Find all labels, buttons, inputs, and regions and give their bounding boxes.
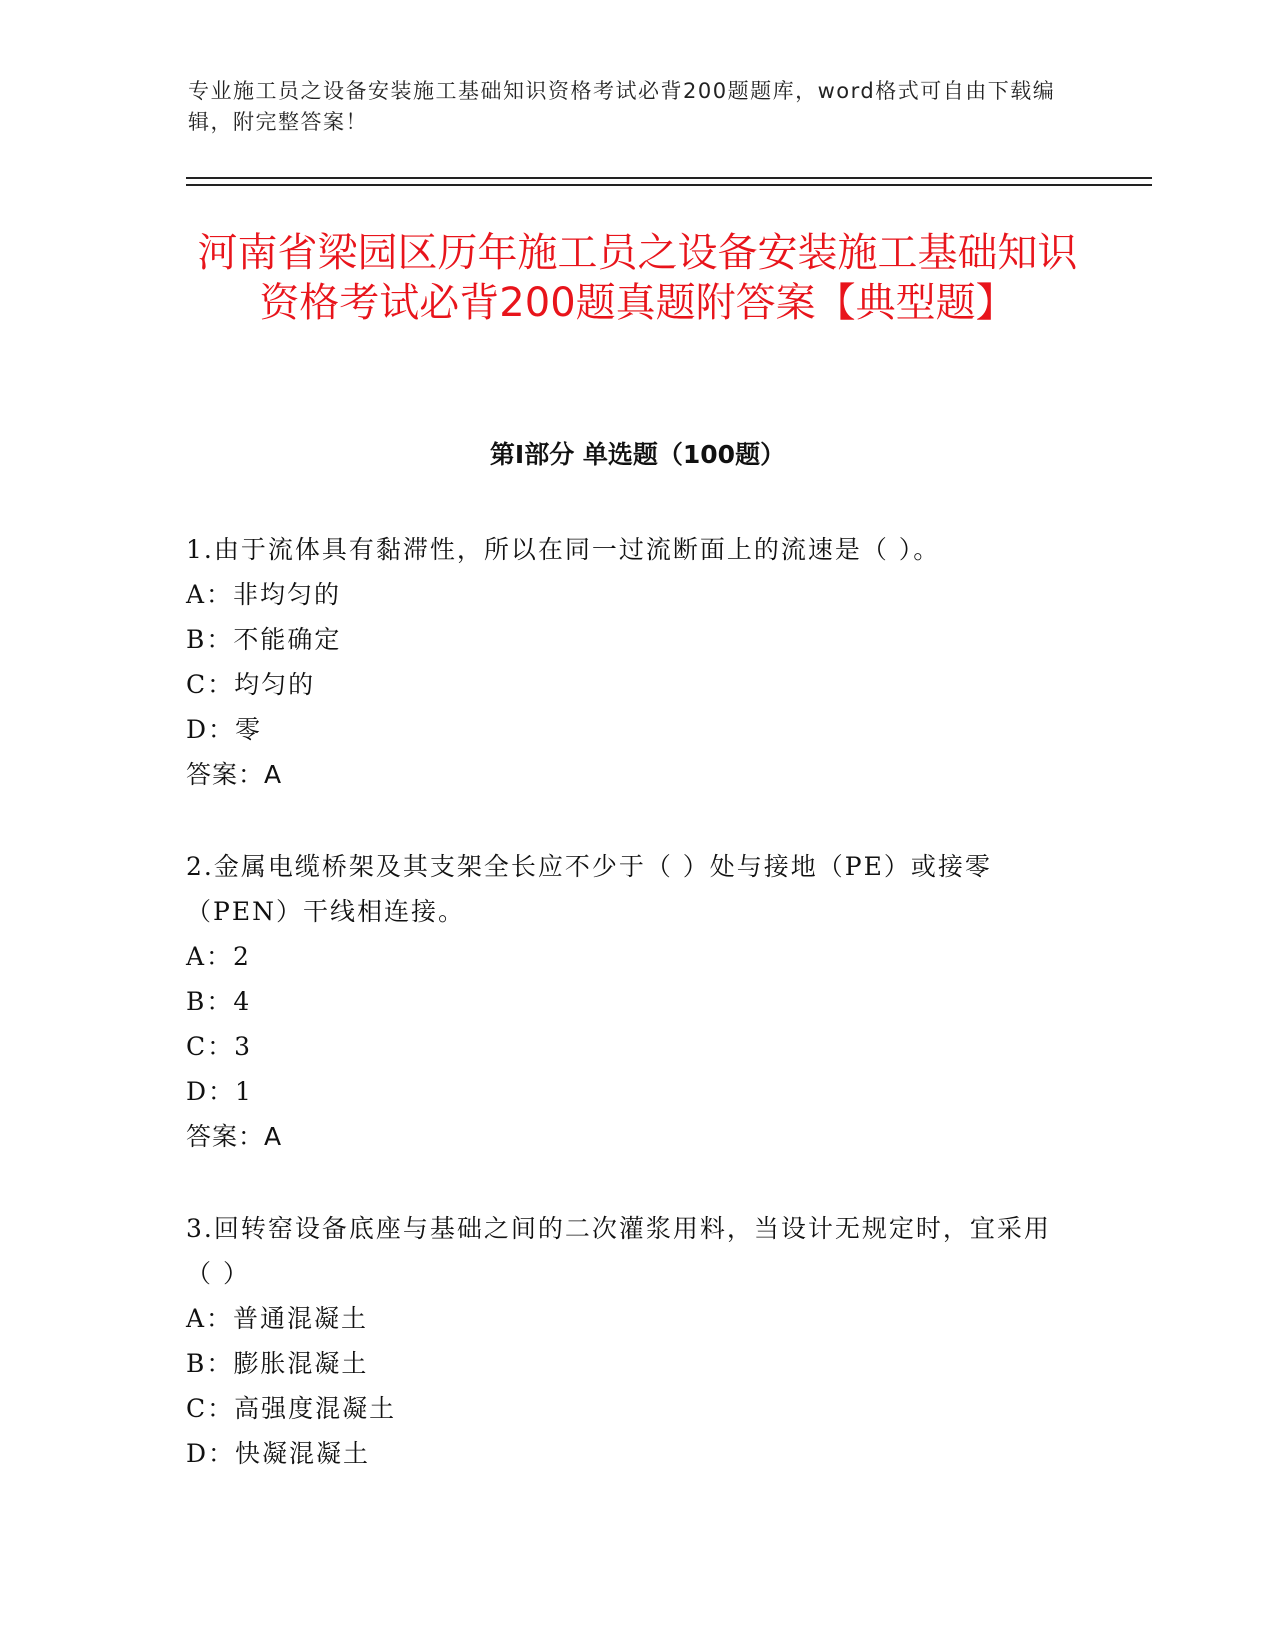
- answer: 答案：A: [186, 1122, 283, 1151]
- question-stem: 2.金属电缆桥架及其支架全长应不少于（ ）处与接地（PE）或接零（PEN）干线相连接。: [186, 852, 992, 926]
- option-a: A：非均匀的: [186, 580, 342, 609]
- answer: 答案：A: [186, 760, 283, 789]
- option-c: C：3: [186, 1032, 253, 1061]
- header-divider-bottom: [186, 184, 1152, 186]
- option-b: B：膨胀混凝土: [186, 1349, 369, 1378]
- question-list: [186, 527, 1066, 1523]
- header-divider-top: [186, 177, 1152, 179]
- option-b: B：不能确定: [186, 625, 342, 654]
- section-heading: 第Ⅰ部分 单选题（100题）: [489, 440, 786, 469]
- question-2: [186, 844, 1066, 1159]
- header-note: 专业施工员之设备安装施工基础知识资格考试必背200题题库，word格式可自由下载编辑，附完整答案！: [188, 79, 1056, 134]
- question-1: [186, 527, 1066, 797]
- question-3: [186, 1206, 1066, 1476]
- option-a: A：2: [186, 942, 251, 971]
- option-d: D：快凝混凝土: [186, 1439, 371, 1468]
- option-c: C：均匀的: [186, 670, 316, 699]
- option-b: B：4: [186, 987, 252, 1016]
- document-title: 河南省梁园区历年施工员之设备安装施工基础知识资格考试必背200题真题附答案【典型题】: [197, 230, 1078, 326]
- question-stem: 1.由于流体具有黏滞性，所以在同一过流断面上的流速是（ ）。: [186, 535, 941, 564]
- option-d: D：零: [186, 715, 263, 744]
- option-d: D：1: [186, 1077, 253, 1106]
- question-stem: 3.回转窑设备底座与基础之间的二次灌浆用料，当设计无规定时，宜采用（ ）: [186, 1214, 1051, 1288]
- option-c: C：高强度混凝土: [186, 1394, 397, 1423]
- option-a: A：普通混凝土: [186, 1304, 369, 1333]
